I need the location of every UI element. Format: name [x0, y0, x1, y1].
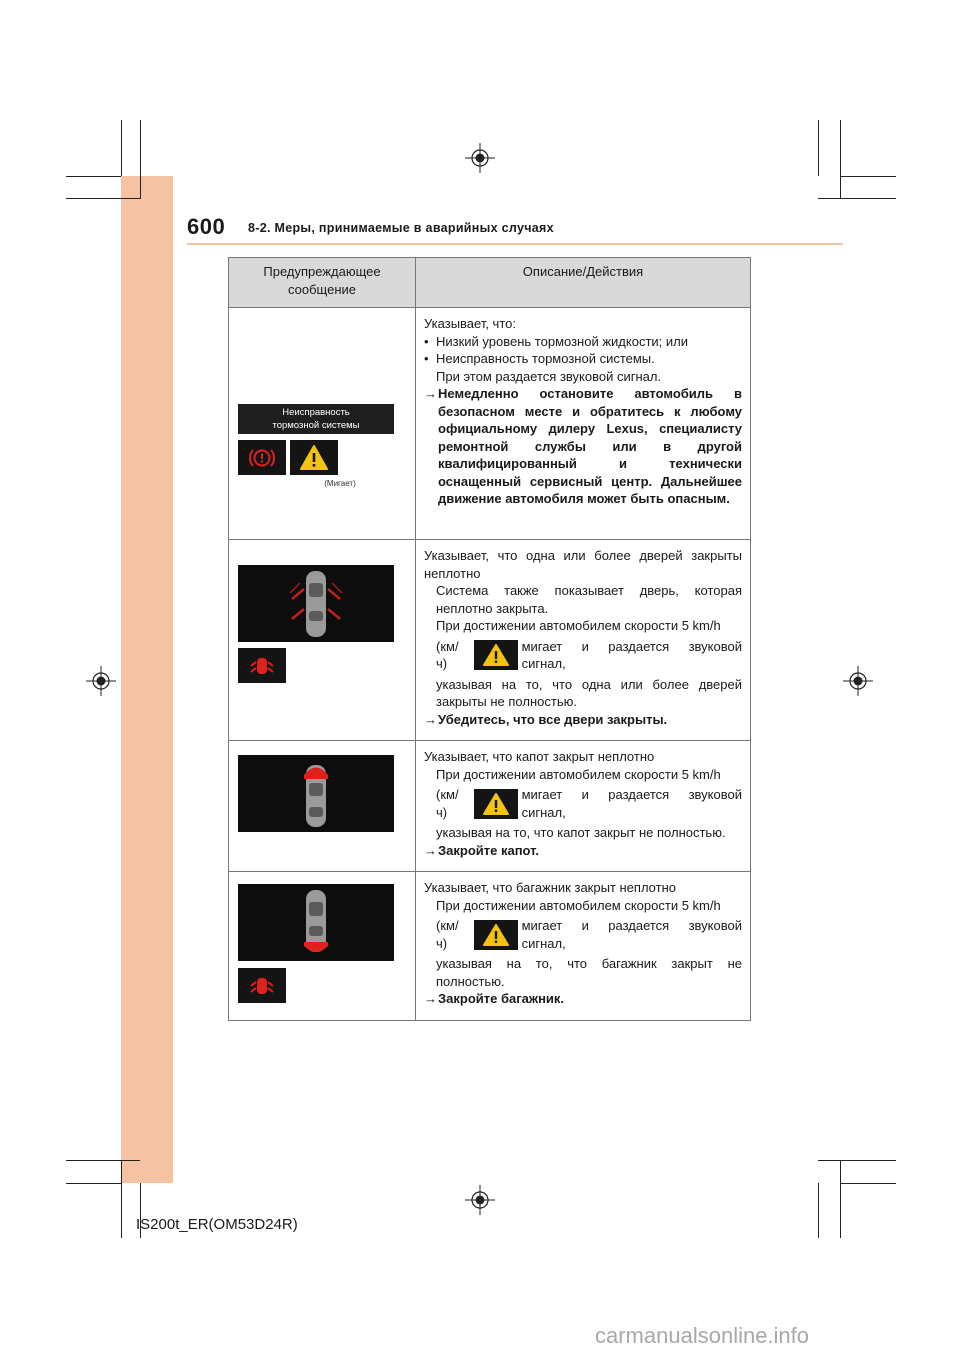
header-rule: [187, 243, 843, 245]
description-text: мигает и раздается звуковой сигнал,: [521, 918, 742, 951]
crop-mark: [840, 176, 896, 177]
description-cell: [416, 872, 751, 1021]
unit-text: (км/ч): [436, 918, 459, 951]
indicator-row: [238, 440, 415, 475]
action-instruction: [424, 990, 742, 1008]
arrow-icon: →: [424, 842, 437, 858]
registration-mark-icon: [465, 143, 495, 173]
master-warning-icon: [290, 440, 338, 475]
description-text: При достижении автомобилем скорости 5 km/h: [436, 897, 721, 913]
warning-image-cell: [229, 872, 416, 1021]
warning-image-cell: [229, 308, 416, 540]
description-cell: [416, 540, 751, 741]
registration-mark-icon: [843, 666, 873, 696]
action-text: Убедитесь, что все двери закрыты.: [438, 711, 668, 727]
trunk-open-display: [238, 884, 394, 961]
crop-mark: [121, 1160, 122, 1238]
door-warning-icon: [238, 968, 286, 1003]
crop-mark: [140, 120, 141, 199]
master-warning-icon: [474, 789, 518, 819]
description-intro: Указывает, что капот закрыт неплотно: [424, 749, 655, 764]
arrow-icon: →: [424, 386, 437, 401]
crop-mark: [818, 198, 896, 199]
warning-image-cell: [229, 540, 416, 741]
crop-mark: [818, 120, 819, 176]
crop-mark: [840, 120, 841, 199]
list-item-text: Низкий уровень тормозной жидкости; или: [436, 333, 688, 349]
inline-warning-row: [424, 786, 742, 821]
table-row: [229, 741, 751, 872]
hood-open-display: [238, 755, 394, 832]
crop-mark: [66, 176, 121, 177]
description-intro: Указывает, что одна или более дверей закрыты неплотно: [424, 548, 742, 581]
description-text: указывая на то, что багажник закрыт не полностью.: [436, 956, 742, 989]
brake-warning-display: [238, 404, 394, 434]
door-open-display: [238, 565, 394, 642]
description-text: указывая на то, что одна или более дверей закрыты не полностью.: [436, 676, 742, 709]
watermark: carmanualsonline.info: [595, 1323, 810, 1348]
description-cell: [416, 741, 751, 872]
action-instruction: [424, 385, 742, 508]
action-text: Немедленно остановите автомобиль в безопасном месте и обратитесь к любому официальному дилеру Lexus, специалисту ремонтной службы или в другой квалифицированный и технически оснащенный сервисный центр. Дальнейшее движение автомобиля может быть опасным.: [438, 386, 742, 506]
description-cell: [416, 308, 751, 540]
crop-mark: [66, 1160, 140, 1161]
brake-warning-icon: [238, 440, 286, 475]
crop-mark: [818, 1160, 896, 1161]
sound-note: При этом раздается звуковой сигнал.: [436, 368, 662, 384]
crop-mark: [66, 198, 140, 199]
display-text-line: Неисправность: [282, 407, 350, 418]
crop-mark: [840, 1160, 841, 1238]
action-text: Закройте багажник.: [438, 991, 565, 1006]
description-text: указывая на то, что капот закрыт не полностью.: [436, 825, 726, 840]
list-item-text: Неисправность тормозной системы.: [436, 351, 655, 366]
action-instruction: [424, 842, 742, 860]
inline-warning-row: [424, 917, 742, 952]
action-instruction: [424, 711, 742, 729]
column-header-description: Описание/Действия: [416, 258, 751, 308]
crop-mark: [818, 1183, 819, 1238]
description-intro: Указывает, что:: [424, 316, 516, 331]
registration-mark-icon: [465, 1185, 495, 1215]
table-row: [229, 540, 751, 741]
master-warning-icon: [474, 920, 518, 950]
description-text: мигает и раздается звуковой сигнал,: [521, 638, 742, 671]
description-text: мигает и раздается звуковой сигнал,: [521, 787, 742, 820]
section-title: 8-2. Меры, принимаемые в аварийных случаях: [248, 221, 554, 235]
crop-mark: [66, 1183, 121, 1184]
description-text: Система также показывает дверь, которая неплотно закрыта.: [436, 583, 742, 616]
inline-warning-row: [424, 638, 742, 673]
arrow-icon: →: [424, 991, 437, 1006]
description-intro: Указывает, что багажник закрыт неплотно: [424, 880, 676, 895]
action-text: Закройте капот.: [438, 842, 540, 858]
side-band: [121, 176, 173, 1183]
arrow-icon: →: [424, 711, 437, 727]
unit-text: (км/ч): [436, 638, 459, 671]
crop-mark: [121, 120, 122, 176]
table-row: [229, 872, 751, 1021]
description-text: При достижении автомобилем скорости 5 km/h: [436, 766, 721, 782]
door-warning-icon: [238, 648, 286, 683]
document-code: IS200t_ER(OM53D24R): [136, 1216, 298, 1233]
page-number: 600: [187, 214, 226, 239]
warning-messages-table: [228, 257, 751, 1021]
registration-mark-icon: [86, 666, 116, 696]
description-text: При достижении автомобилем скорости 5 km/h: [436, 618, 721, 633]
master-warning-icon: [474, 640, 518, 670]
list-item: • Низкий уровень тормозной жидкости; или: [424, 333, 688, 349]
table-row: [229, 308, 751, 540]
unit-text: (км/ч): [436, 787, 459, 820]
display-text-line: тормозной системы: [272, 420, 360, 431]
list-item: • Неисправность тормозной системы.: [424, 351, 655, 366]
warning-image-cell: [229, 741, 416, 872]
column-header-message: Предупреждающее сообщение: [229, 258, 416, 308]
blinking-caption: (Мигает): [324, 479, 356, 488]
table-header-row: [229, 258, 751, 308]
crop-mark: [840, 1183, 896, 1184]
